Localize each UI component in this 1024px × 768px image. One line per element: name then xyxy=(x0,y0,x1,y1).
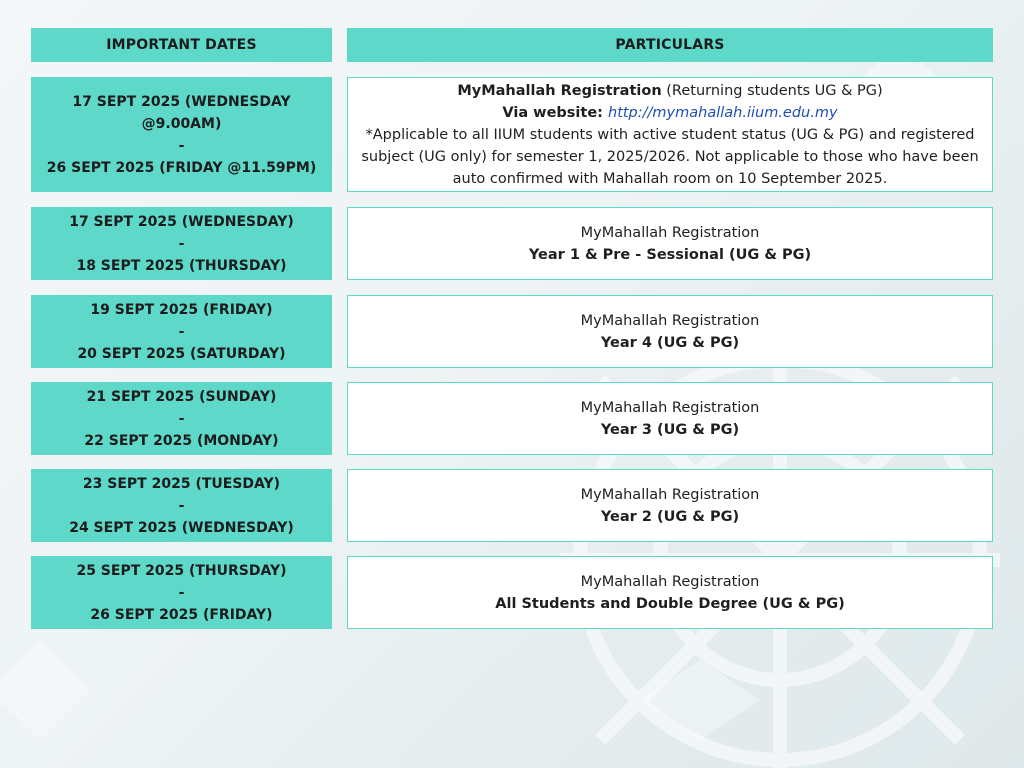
particulars-cell-row-4 xyxy=(347,382,993,455)
particulars-line: MyMahallah Registration xyxy=(580,224,760,241)
particulars-cell-row-3 xyxy=(347,295,993,368)
particulars-line: MyMahallah Registration xyxy=(580,312,760,329)
date-cell-row-3 xyxy=(31,295,332,368)
date-line: 19 SEPT 2025 (FRIDAY) xyxy=(90,301,273,318)
date-line: - xyxy=(178,497,185,514)
particulars-cell-row-1 xyxy=(347,77,993,192)
date-line: 25 SEPT 2025 (THURSDAY) xyxy=(76,562,287,579)
particulars-group: Year 2 (UG & PG) xyxy=(600,508,740,525)
via-label: Via website: xyxy=(502,104,608,121)
particulars-line: MyMahallah Registration xyxy=(580,486,760,503)
date-line: - xyxy=(178,137,185,154)
date-line: 20 SEPT 2025 (SATURDAY) xyxy=(77,345,286,362)
header-important-dates xyxy=(31,28,332,62)
particulars-group: Year 4 (UG & PG) xyxy=(600,334,740,351)
date-line: 24 SEPT 2025 (WEDNESDAY) xyxy=(69,519,294,536)
date-line: 21 SEPT 2025 (SUNDAY) xyxy=(86,388,277,405)
date-line: - xyxy=(178,235,185,252)
particulars-line: MyMahallah Registration xyxy=(580,399,760,416)
particulars-title xyxy=(457,80,882,102)
date-line: 26 SEPT 2025 (FRIDAY @11.59PM) xyxy=(46,159,317,176)
note-line: auto confirmed with Mahallah room on 10 September 2025. xyxy=(452,170,888,187)
date-line: 18 SEPT 2025 (THURSDAY) xyxy=(76,257,287,274)
via-website xyxy=(502,102,837,124)
particulars-cell-row-2 xyxy=(347,207,993,280)
particulars-cell-row-5 xyxy=(347,469,993,542)
date-line: 17 SEPT 2025 (WEDNESDAY) xyxy=(69,213,294,230)
particulars-line: MyMahallah Registration xyxy=(580,573,760,590)
date-line: - xyxy=(178,323,185,340)
header-important-dates-label: IMPORTANT DATES xyxy=(106,37,257,53)
particulars-group: All Students and Double Degree (UG & PG) xyxy=(495,595,845,612)
note-line: subject (UG only) for semester 1, 2025/2026. Not applicable to those who have been xyxy=(361,148,979,165)
date-cell-row-1 xyxy=(31,77,332,192)
particulars-group: Year 3 (UG & PG) xyxy=(600,421,740,438)
date-line: 23 SEPT 2025 (TUESDAY) xyxy=(82,475,281,492)
date-cell-row-2 xyxy=(31,207,332,280)
date-line: 22 SEPT 2025 (MONDAY) xyxy=(84,432,279,449)
title-bold: MyMahallah Registration xyxy=(457,82,662,99)
date-line: - xyxy=(178,584,185,601)
date-line: @9.00AM) xyxy=(141,115,222,132)
note-line: *Applicable to all IIUM students with active student status (UG & PG) and registered xyxy=(365,126,975,143)
particulars-cell-row-6 xyxy=(347,556,993,629)
date-cell-row-4 xyxy=(31,382,332,455)
date-cell-row-5 xyxy=(31,469,332,542)
website-link[interactable]: http://mymahallah.iium.edu.my xyxy=(608,104,838,121)
date-cell-row-6 xyxy=(31,556,332,629)
header-particulars xyxy=(347,28,993,62)
date-line: 26 SEPT 2025 (FRIDAY) xyxy=(90,606,273,623)
particulars-group: Year 1 & Pre - Sessional (UG & PG) xyxy=(528,246,812,263)
date-line: - xyxy=(178,410,185,427)
date-line: 17 SEPT 2025 (WEDNESDAY xyxy=(72,93,291,110)
title-rest: (Returning students UG & PG) xyxy=(661,82,883,99)
header-particulars-label: PARTICULARS xyxy=(615,37,725,53)
